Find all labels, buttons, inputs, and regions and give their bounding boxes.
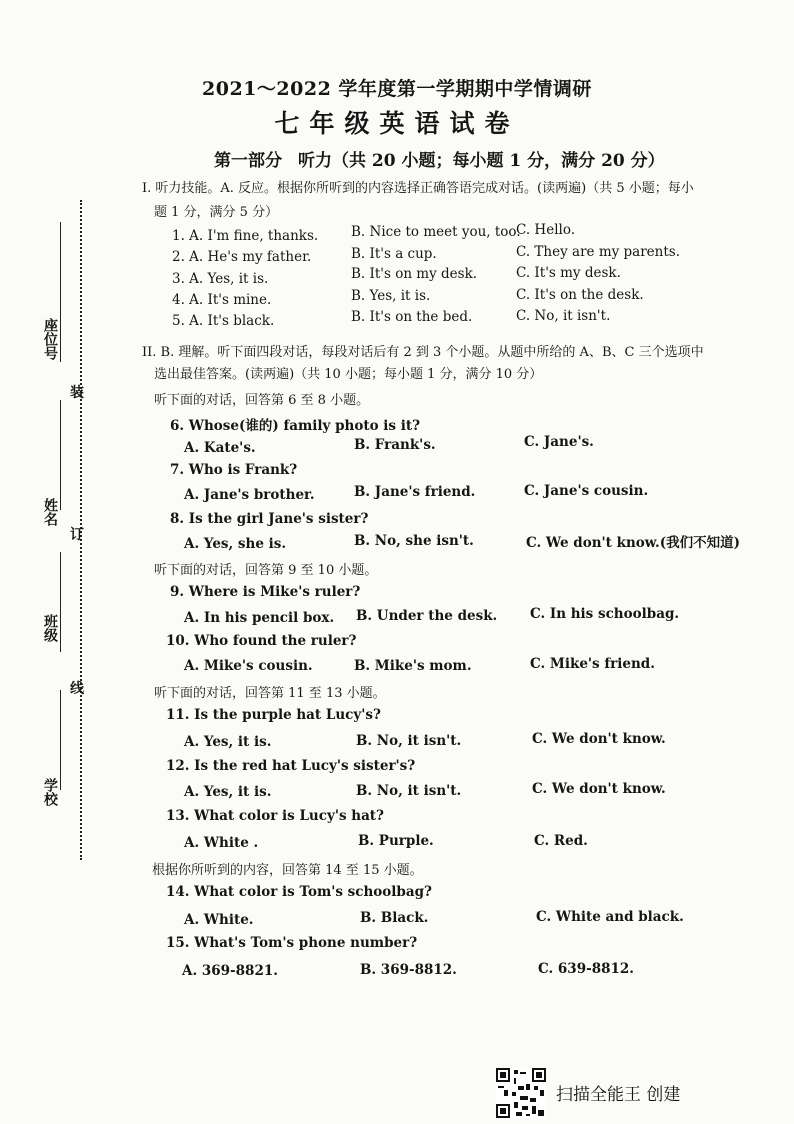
group-4-instruction: 根据你所听到的内容，回答第 14 至 15 小题。 [152, 863, 423, 878]
s1-q5-option-c[interactable]: C. No, it isn't. [516, 308, 611, 324]
class-blank-line [60, 552, 61, 652]
school-label: 学校 [42, 778, 58, 806]
s1-q2-option-c[interactable]: C. They are my parents. [516, 244, 681, 260]
q9-option-a[interactable]: A. In his pencil box. [184, 610, 335, 626]
q11-option-b[interactable]: B. No, it isn't. [356, 733, 462, 749]
q6-option-c[interactable]: C. Jane's. [524, 434, 594, 450]
q9-option-c[interactable]: C. In his schoolbag. [530, 606, 680, 622]
s1-q1-option-a[interactable]: 1. A. I'm fine, thanks. [172, 228, 319, 244]
binding-char-zhuang: 装 [70, 385, 84, 401]
q9-option-b[interactable]: B. Under the desk. [356, 608, 498, 624]
q11-option-a[interactable]: A. Yes, it is. [184, 734, 272, 750]
q8-option-a[interactable]: A. Yes, she is. [184, 536, 287, 552]
q7-option-b[interactable]: B. Jane's friend. [354, 484, 476, 500]
q7-option-a[interactable]: A. Jane's brother. [184, 487, 315, 503]
q13-option-b[interactable]: B. Purple. [358, 833, 434, 849]
group-2-instruction: 听下面的对话，回答第 9 至 10 小题。 [154, 563, 378, 578]
s1-q1-option-c[interactable]: C. Hello. [516, 222, 576, 238]
q8-option-c[interactable]: C. We don't know.(我们不知道) [526, 535, 740, 551]
q14-option-b[interactable]: B. Black. [360, 910, 429, 926]
s1-q3-option-b[interactable]: B. It's on my desk. [351, 266, 478, 282]
q14-option-c[interactable]: C. White and black. [536, 909, 684, 925]
q13-option-c[interactable]: C. Red. [534, 833, 588, 849]
s1-q3-option-c[interactable]: C. It's my desk. [516, 265, 621, 281]
question-11: 11. Is the purple hat Lucy's? [166, 707, 381, 723]
q12-option-a[interactable]: A. Yes, it is. [184, 784, 272, 800]
exam-title-line2: 七年级英语试卷 [274, 109, 520, 138]
s1-q3-option-a[interactable]: 3. A. Yes, it is. [172, 271, 269, 287]
q12-option-c[interactable]: C. We don't know. [532, 781, 666, 797]
question-9: 9. Where is Mike's ruler? [170, 584, 361, 600]
part-name: 第一部分 [214, 151, 282, 171]
section2-instructions-line1: II. B. 理解。听下面四段对话，每段对话后有 2 到 3 个小题。从题中所给的 A、B、C 三个选项中 [142, 345, 704, 360]
group-3-instruction: 听下面的对话，回答第 11 至 13 小题。 [154, 686, 386, 701]
q14-option-a[interactable]: A. White. [184, 912, 254, 928]
s1-q2-option-b[interactable]: B. It's a cup. [351, 246, 437, 262]
exam-title-line1: 2021～2022 学年度第一学期期中学情调研 [202, 78, 592, 100]
name-label: 姓名 [42, 498, 58, 526]
question-14: 14. What color is Tom's schoolbag? [166, 884, 432, 900]
question-7: 7. Who is Frank? [170, 462, 298, 478]
s1-q5-option-a[interactable]: 5. A. It's black. [172, 313, 275, 329]
section2-instructions-line2: 选出最佳答案。(读两遍)（共 10 小题；每小题 1 分，满分 10 分） [154, 367, 543, 382]
class-label: 班级 [42, 614, 58, 642]
seat-blank-line [60, 222, 61, 362]
binding-char-xian: 线 [70, 681, 84, 697]
q15-option-c[interactable]: C. 639-8812. [538, 961, 634, 977]
q10-option-a[interactable]: A. Mike's cousin. [184, 658, 313, 674]
section1-instructions-line2: 题 1 分，满分 5 分） [154, 205, 279, 220]
s1-q5-option-b[interactable]: B. It's on the bed. [351, 309, 473, 325]
q15-option-a[interactable]: A. 369-8821. [182, 963, 278, 979]
s1-q4-option-c[interactable]: C. It's on the desk. [516, 287, 644, 303]
qr-code-icon [496, 1068, 546, 1118]
q8-option-b[interactable]: B. No, she isn't. [354, 533, 474, 549]
s1-q1-option-b[interactable]: B. Nice to meet you, too. [351, 224, 521, 240]
q13-option-a[interactable]: A. White . [184, 835, 259, 851]
question-10: 10. Who found the ruler? [166, 633, 357, 649]
section1-instructions-line1: I. 听力技能。A. 反应。根据你所听到的内容选择正确答语完成对话。(读两遍)（共 5 小题；每小 [142, 181, 694, 196]
school-blank-line [60, 690, 61, 790]
question-8: 8. Is the girl Jane's sister? [170, 511, 369, 527]
question-6: 6. Whose(谁的) family photo is it? [170, 418, 420, 434]
name-blank-line [60, 400, 61, 510]
s1-q4-option-a[interactable]: 4. A. It's mine. [172, 292, 272, 308]
part-heading [214, 146, 681, 171]
part-desc: 听力（共 20 小题；每小题 1 分，满分 20 分） [298, 151, 665, 171]
q15-option-b[interactable]: B. 369-8812. [360, 962, 457, 978]
q11-option-c[interactable]: C. We don't know. [532, 731, 666, 747]
q6-option-a[interactable]: A. Kate's. [184, 440, 256, 456]
q12-option-b[interactable]: B. No, it isn't. [356, 783, 462, 799]
q10-option-b[interactable]: B. Mike's mom. [354, 658, 472, 674]
binding-char-ding: 订 [70, 527, 84, 543]
group-1-instruction: 听下面的对话，回答第 6 至 8 小题。 [154, 393, 370, 408]
seat-label: 座位号 [42, 318, 58, 360]
q7-option-c[interactable]: C. Jane's cousin. [524, 483, 649, 499]
question-12: 12. Is the red hat Lucy's sister's? [166, 758, 416, 774]
q10-option-c[interactable]: C. Mike's friend. [530, 656, 655, 672]
q6-option-b[interactable]: B. Frank's. [354, 437, 436, 453]
s1-q4-option-b[interactable]: B. Yes, it is. [351, 288, 431, 304]
s1-q2-option-a[interactable]: 2. A. He's my father. [172, 249, 312, 265]
scanner-watermark: 扫描全能王 创建 [556, 1085, 681, 1105]
question-15: 15. What's Tom's phone number? [166, 935, 418, 951]
question-13: 13. What color is Lucy's hat? [166, 808, 384, 824]
